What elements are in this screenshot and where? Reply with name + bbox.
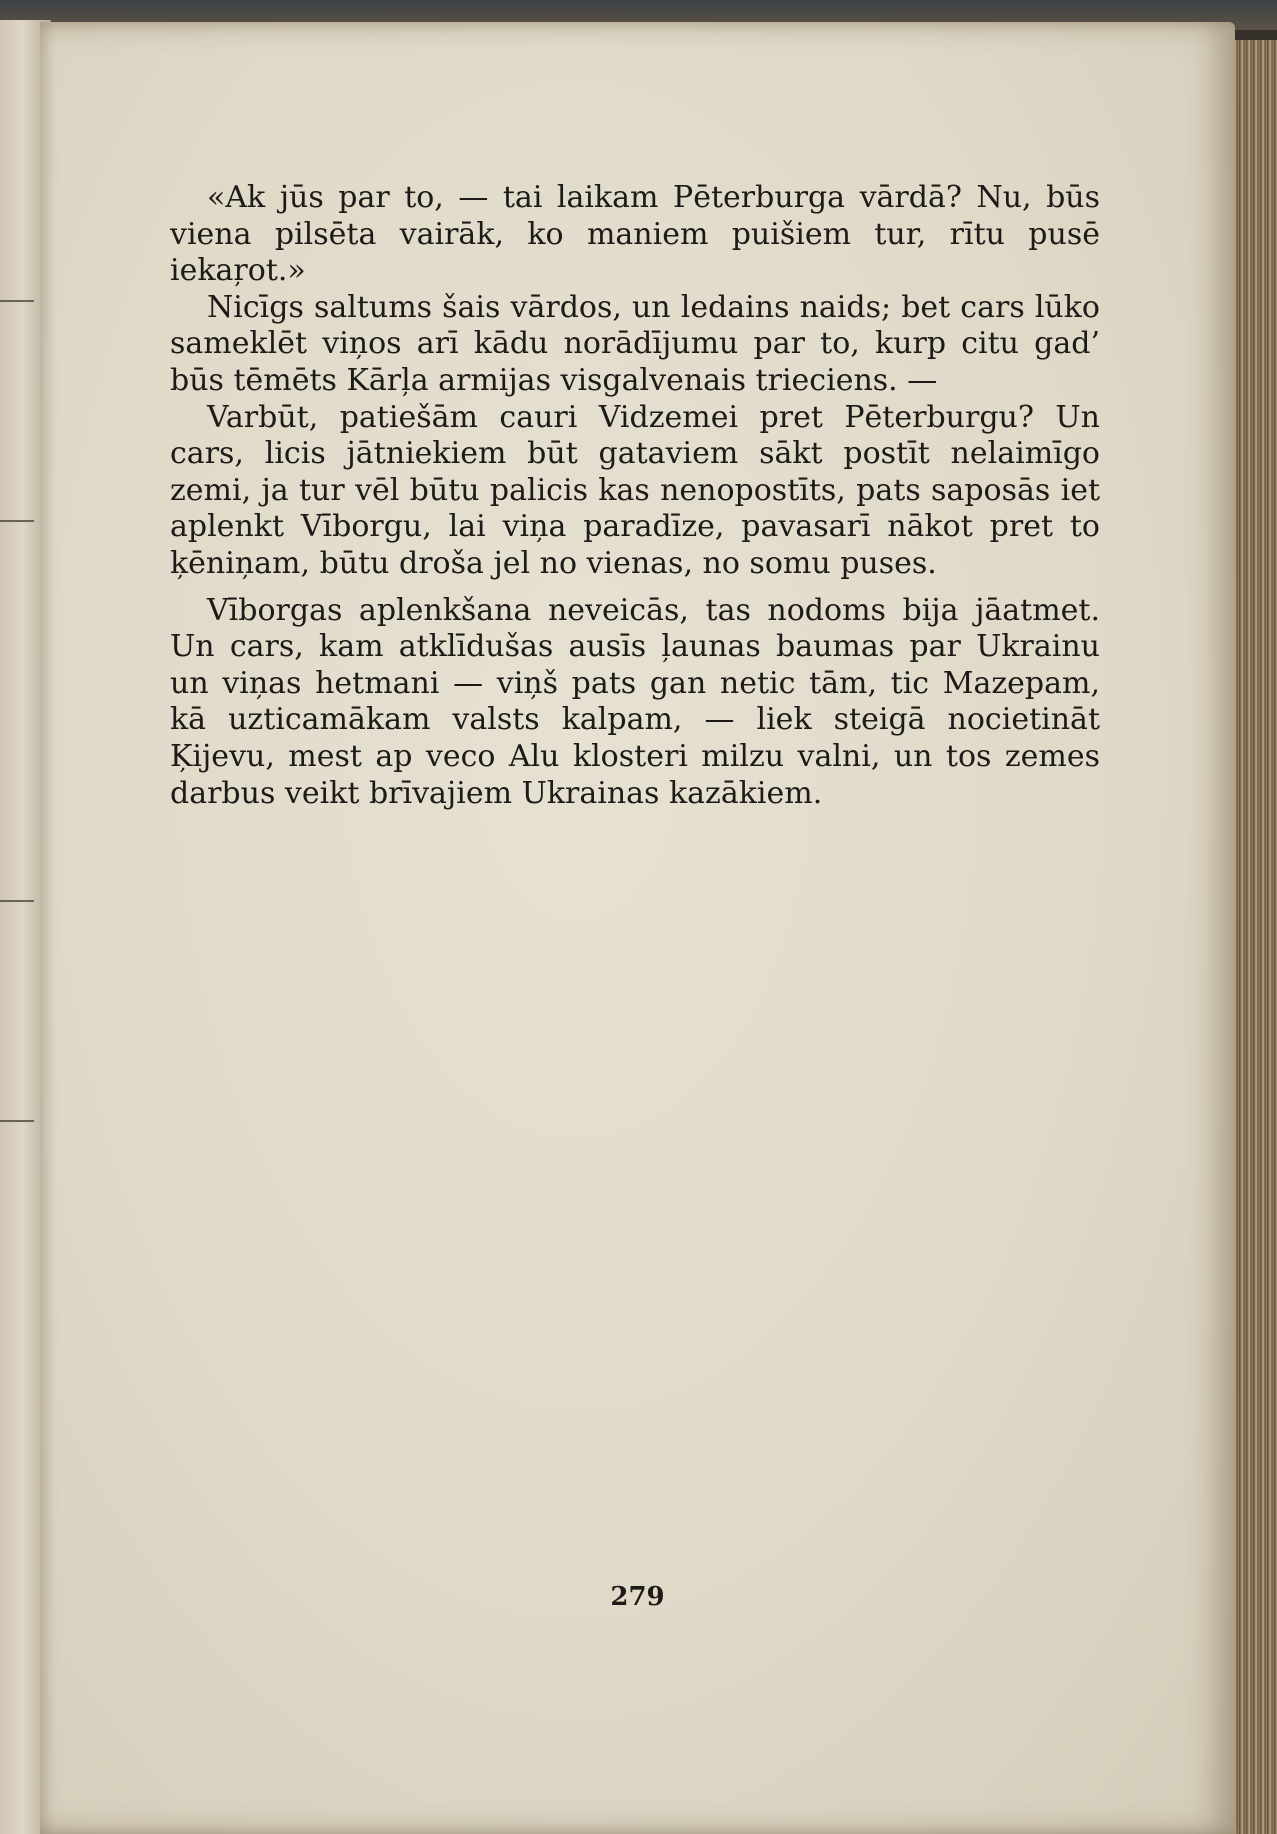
- binding-thread-mark: [0, 520, 34, 522]
- binding-thread-mark: [0, 1120, 34, 1122]
- paragraph-2: Nicīgs saltums šais vārdos, un ledains naids; bet cars lūko sameklēt viņos arī kādu norādījumu par to, kurp citu gad’ būs tēmēts Kārļa armijas visgalvenais trieciens. —: [170, 289, 1100, 398]
- body-text: [170, 180, 1100, 812]
- binding-thread-mark: [0, 300, 34, 302]
- paragraph-3: Varbūt, patiešām cauri Vidzemei pret Pēterburgu? Un cars, licis jātniekiem būt gataviem sākt postīt nelaimīgo zemi, ja tur vēl būtu palicis kas nenopostīts, pats saposās iet aplenkt Vīborgu, lai viņa paradīze, pavasarī nākot pret to ķēniņam, būtu droša jel no vienas, no somu puses.: [170, 399, 1100, 581]
- paragraph-1: «Ak jūs par to, — tai laikam Pēterburga vārdā? Nu, būs viena pilsēta vairāk, ko maniem puišiem tur, rītu pusē iekaŗot.»: [170, 180, 1100, 289]
- paragraph-4: Vīborgas aplenkšana neveicās, tas nodoms bija jāatmet. Un cars, kam atklīdušas ausīs ļaunas baumas par Ukrainu un viņas hetmani — viņš pats gan netic tām, tic Mazepam, kā uzticamākam valsts kalpam, — liek steigā nocietināt Ķijevu, mest ap veco Alu klosteri milzu valni, un tos zemes darbus veikt brīvajiem Ukrainas kazākiem.: [170, 592, 1100, 811]
- binding-thread-mark: [0, 900, 34, 902]
- page-number: 279: [610, 1582, 665, 1612]
- book-page: [40, 22, 1235, 1834]
